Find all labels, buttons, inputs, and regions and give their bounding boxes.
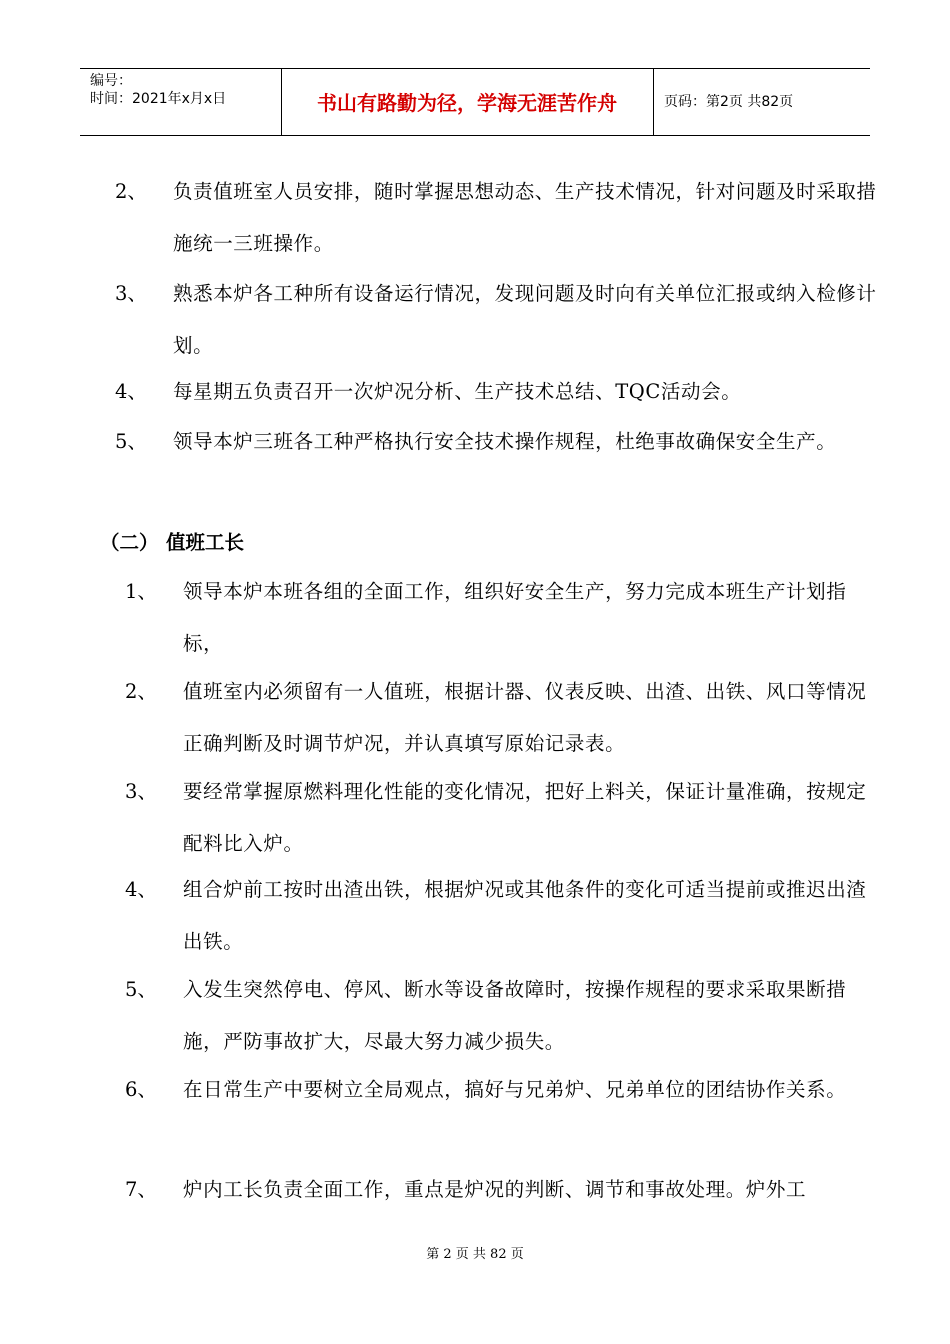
item-text: 每星期五负责召开一次炉况分析、生产技术总结、TQC活动会。: [173, 380, 742, 403]
item-number: 3、: [115, 282, 147, 305]
section-title: 值班工长: [166, 531, 245, 554]
document-header: [80, 68, 870, 136]
item-text: 在日常生产中要树立全局观点，搞好与兄弟炉、兄弟单位的团结协作关系。: [183, 1078, 847, 1101]
header-page-cell: [654, 69, 870, 135]
item-number: 7、: [125, 1178, 157, 1201]
page-info: 页码：第2页 共82页: [664, 94, 794, 110]
document-number-label: 编号：: [90, 73, 132, 89]
item-number: 1、: [125, 580, 157, 603]
item-text: 负责值班室人员安排，随时掌握思想动态、生产技术情况，针对问题及时采取措施统一三班操作。: [173, 180, 877, 255]
header-meta-cell: [80, 69, 282, 135]
item-number: 2、: [115, 180, 147, 203]
section-heading: [100, 529, 244, 557]
item-number: 2、: [125, 680, 157, 703]
item-number: 5、: [125, 978, 157, 1001]
header-motto-cell: [281, 69, 654, 135]
item-number: 4、: [115, 380, 147, 403]
item-number: 3、: [125, 780, 157, 803]
item-text: 熟悉本炉各工种所有设备运行情况，发现问题及时向有关单位汇报或纳入检修计划。: [173, 282, 877, 357]
item-text: 值班室内必须留有一人值班，根据计器、仪表反映、出渣、出铁、风口等情况正确判断及时调节炉况，并认真填写原始记录表。: [183, 680, 867, 755]
item-text: 入发生突然停电、停风、断水等设备故障时，按操作规程的要求采取果断措施，严防事故扩大，尽最大努力减少损失。: [183, 978, 847, 1053]
item-text: 领导本炉本班各组的全面工作，组织好安全生产，努力完成本班生产计划指标，: [183, 580, 847, 655]
page-footer: 第 2 页 共 82 页: [426, 1247, 524, 1262]
section-number: （二）: [100, 531, 159, 554]
item-number: 4、: [125, 878, 157, 901]
motto-text: 书山有路勤为径，学海无涯苦作舟: [317, 91, 617, 115]
document-date: 时间：2021年x月x日: [90, 91, 227, 107]
item-text: 要经常掌握原燃料理化性能的变化情况，把好上料关，保证计量准确，按规定配料比入炉。: [183, 780, 867, 855]
item-text: 炉内工长负责全面工作，重点是炉况的判断、调节和事故处理。炉外工: [183, 1178, 807, 1201]
item-number: 6、: [125, 1078, 157, 1101]
item-text: 领导本炉三班各工种严格执行安全技术操作规程，杜绝事故确保安全生产。: [173, 430, 837, 453]
item-text: 组合炉前工按时出渣出铁，根据炉况或其他条件的变化可适当提前或推迟出渣出铁。: [183, 878, 867, 953]
item-number: 5、: [115, 430, 147, 453]
